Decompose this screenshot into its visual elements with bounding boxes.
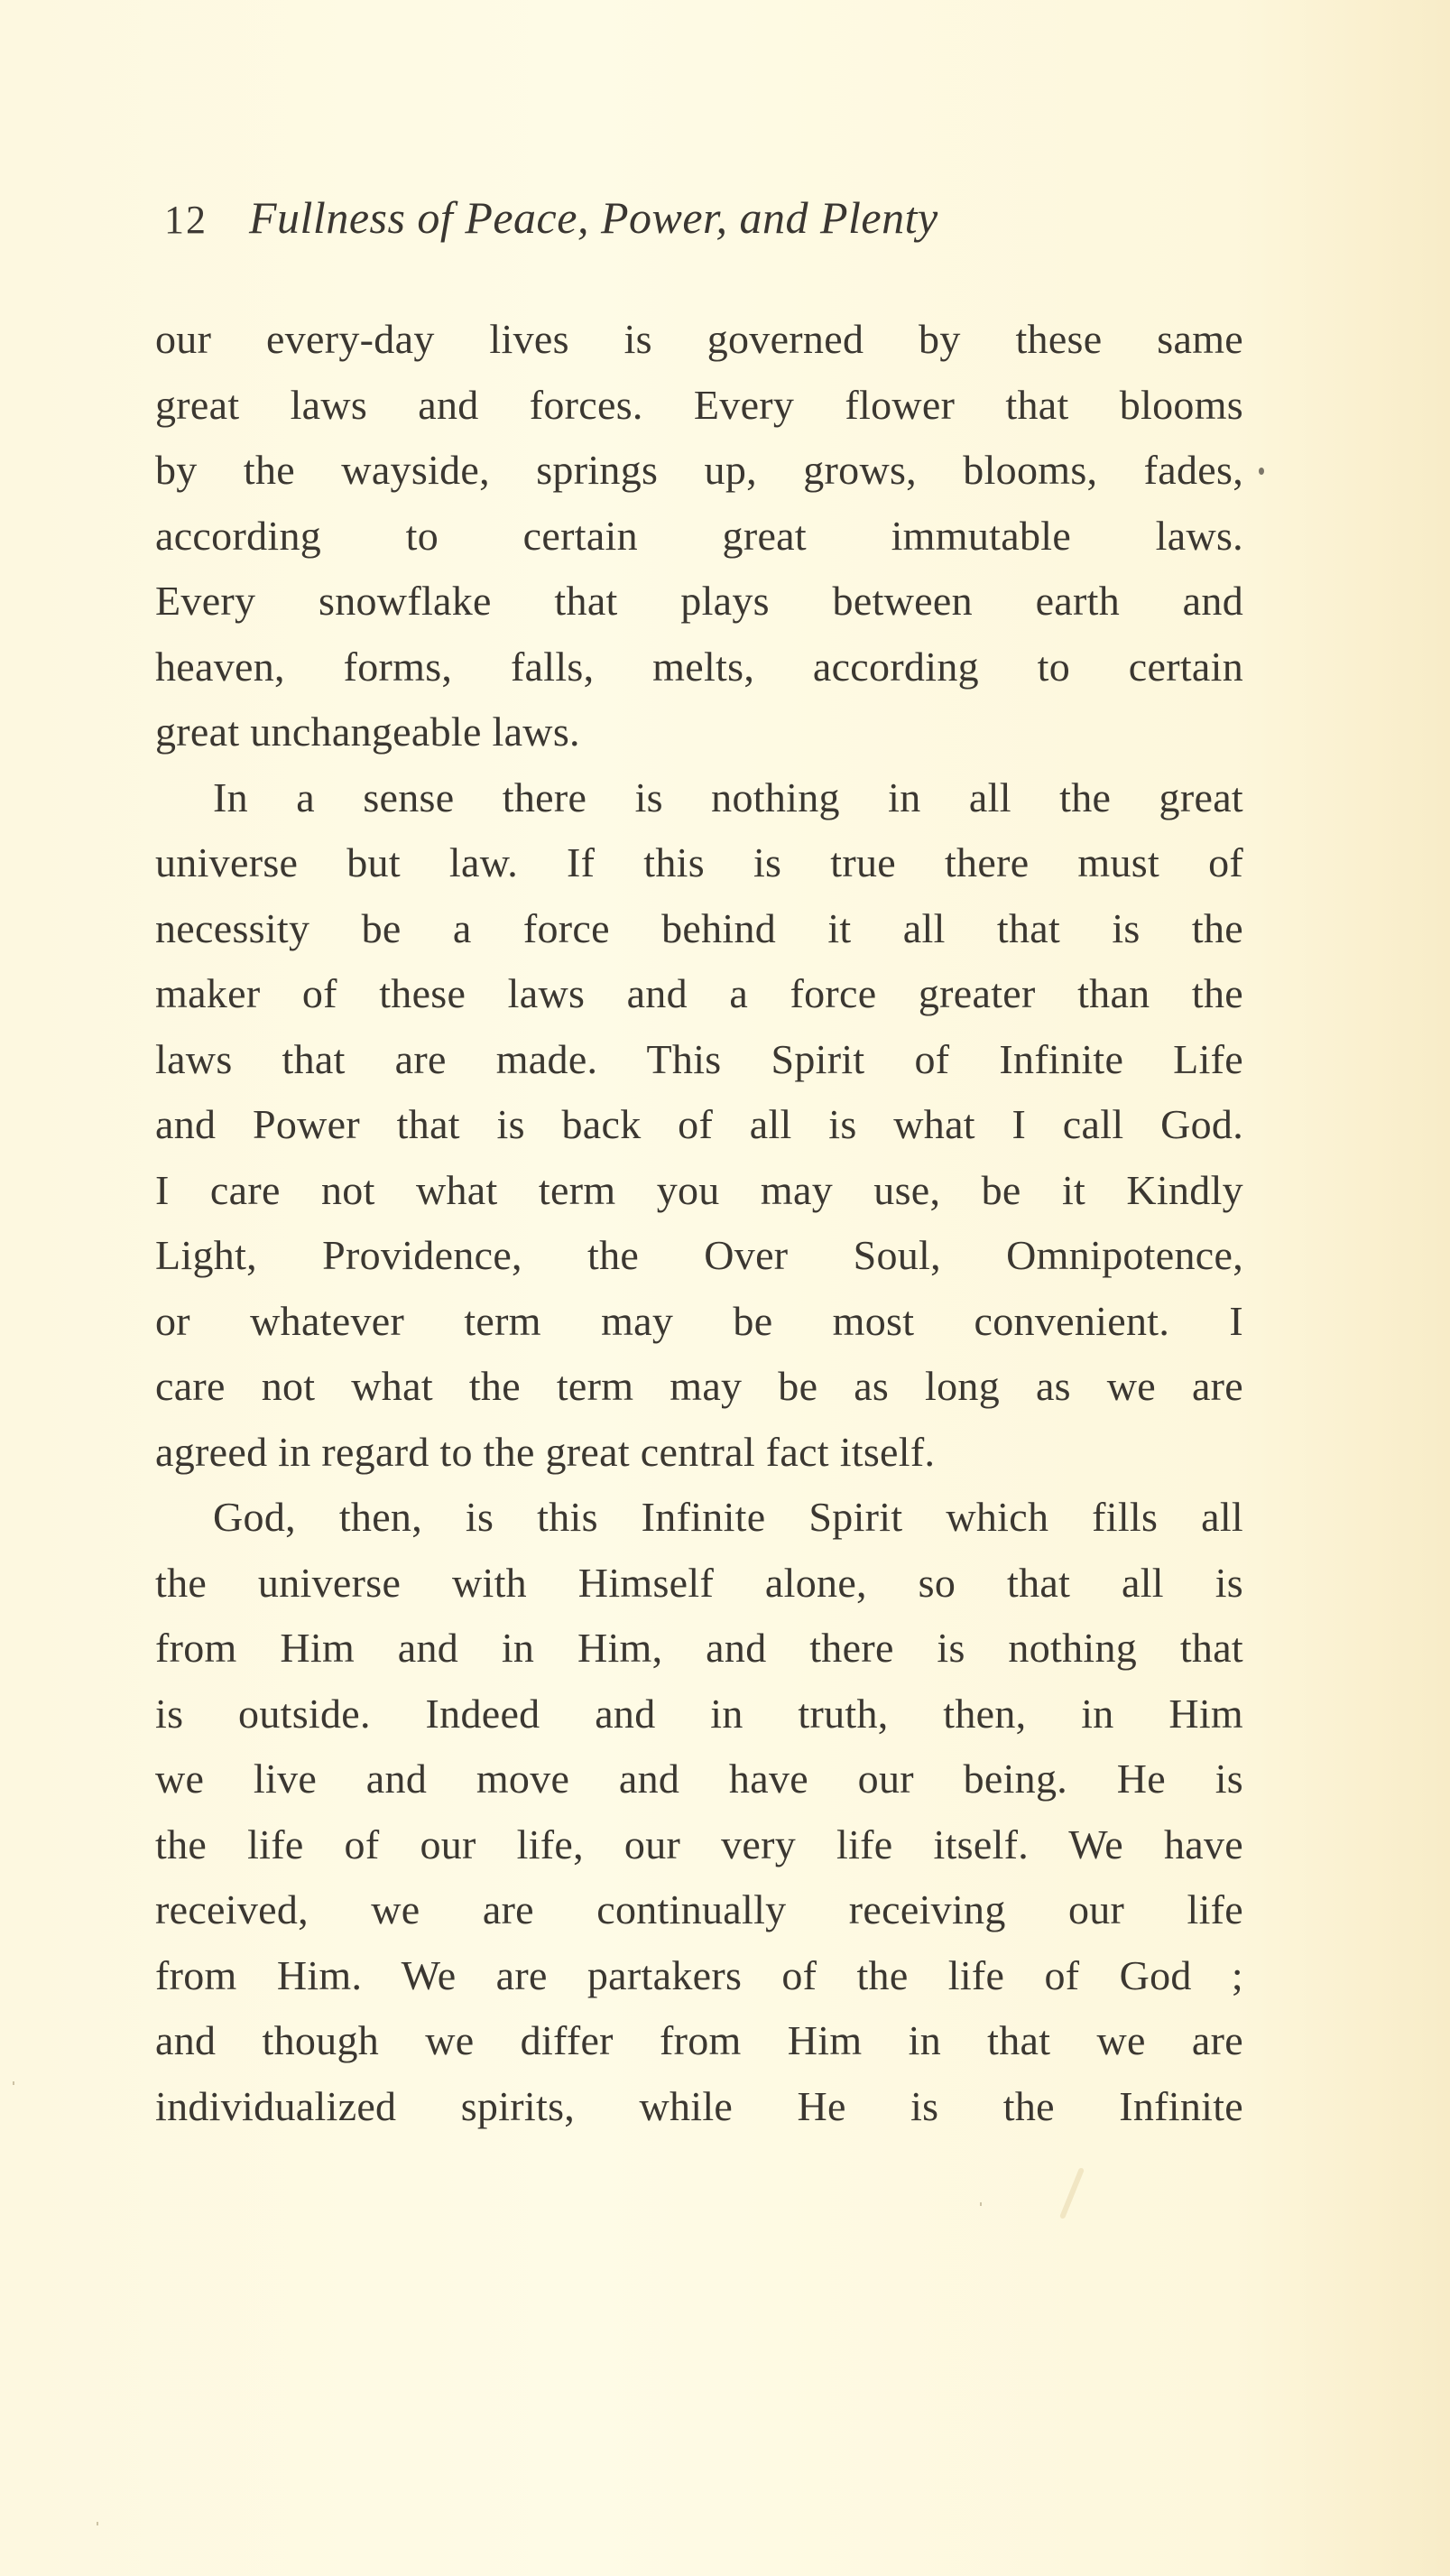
text-line: I care not what term you may use, be it Kindly: [155, 1166, 1243, 1213]
text-line: received, we are continually receiving our life: [155, 1886, 1243, 1932]
text-line: Every snowflake that plays between earth and: [155, 578, 1243, 624]
text-line: and though we differ from Him in that we are: [155, 2017, 1243, 2063]
text-line: necessity be a force behind it all that is the: [155, 904, 1243, 951]
text-line: or whatever term may be most convenient. I: [155, 1297, 1243, 1344]
text-line: God, then, is this Infinite Spirit which fills all: [213, 1494, 1243, 1540]
text-line: from Him. We are partakers of the life of God ;: [155, 1951, 1243, 1998]
text-line: is outside. Indeed and in truth, then, in Him: [155, 1690, 1243, 1737]
paper-speck: [980, 2202, 982, 2206]
paper-speck: [97, 2522, 98, 2525]
paragraph: [155, 1485, 1243, 2139]
margin-speck: [1259, 468, 1264, 475]
text-line: we live and move and have our being. He is: [155, 1756, 1243, 1802]
page-number: 12: [164, 198, 208, 242]
text-line: In a sense there is nothing in all the great: [213, 774, 1243, 820]
text-line: Light, Providence, the Over Soul, Omnipotence,: [155, 1232, 1243, 1278]
paper-speck: [13, 2081, 14, 2085]
text-line: laws that are made. This Spirit of Infinite Life: [155, 1035, 1243, 1082]
paragraph: [155, 765, 1243, 1486]
text-line: great laws and forces. Every flower that blooms: [155, 381, 1243, 428]
text-line: individualized spirits, while He is the Infinite: [155, 2082, 1243, 2129]
text-line: the life of our life, our very life itself. We have: [155, 1821, 1243, 1867]
text-line: universe but law. If this is true there must of: [155, 839, 1243, 885]
running-head: [164, 191, 938, 255]
text-line: the universe with Himself alone, so that all is: [155, 1559, 1243, 1606]
text-line: from Him and in Him, and there is nothing that: [155, 1625, 1243, 1671]
text-line: care not what the term may be as long as we are: [155, 1363, 1243, 1409]
body-text: [155, 307, 1243, 2139]
text-line: agreed in regard to the great central fact itself.: [155, 1428, 936, 1475]
book-title: Fullness of Peace, Power, and Plenty: [249, 192, 938, 243]
text-line: our every-day lives is governed by these same: [155, 316, 1243, 362]
text-line: by the wayside, springs up, grows, blooms, fades,: [155, 447, 1243, 493]
paragraph: [155, 307, 1243, 765]
text-line: according to certain great immutable laws.: [155, 512, 1243, 559]
text-line: and Power that is back of all is what I call God.: [155, 1101, 1243, 1147]
text-line: heaven, forms, falls, melts, according to certain: [155, 643, 1243, 690]
text-line: great unchangeable laws.: [155, 709, 580, 755]
text-line: maker of these laws and a force greater than the: [155, 970, 1243, 1016]
paper-stain: [1059, 2167, 1085, 2219]
